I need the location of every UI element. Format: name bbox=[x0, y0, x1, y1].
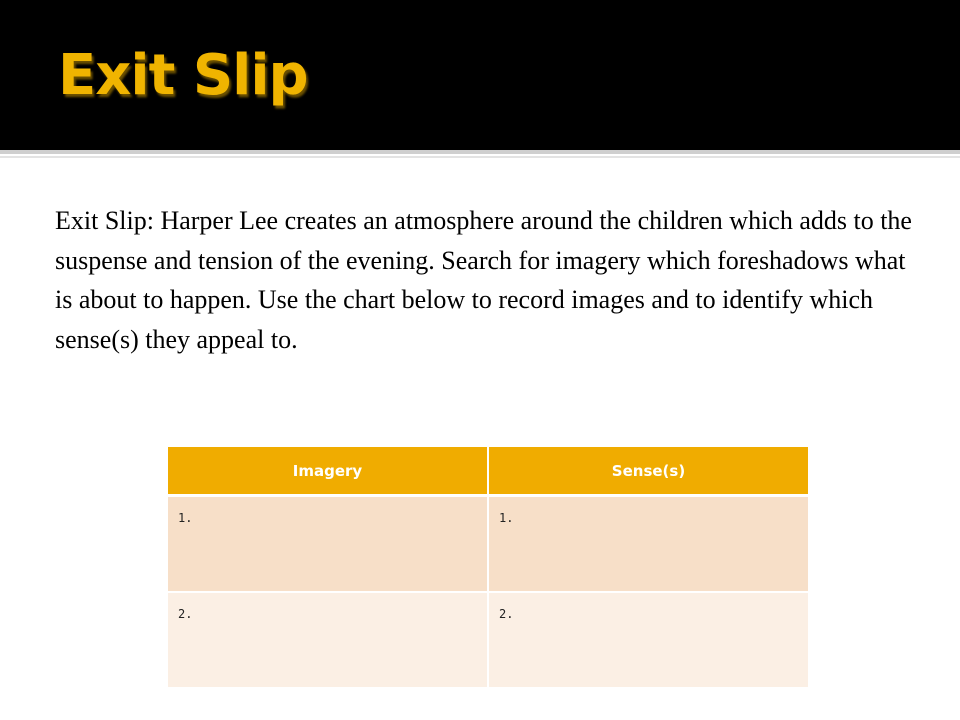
table-row bbox=[168, 592, 808, 688]
slide-title: Exit Slip bbox=[58, 43, 308, 108]
title-divider-thin bbox=[0, 156, 960, 158]
slide-body-text: Exit Slip: Harper Lee creates an atmosphere around the children which adds to the suspense and tension of the evening. Search for imagery which foreshadows what is about to happen. Use the chart below to record images and to identify which sense(s) they appeal to. bbox=[55, 206, 912, 354]
cell-senses-2[interactable]: 2. bbox=[488, 592, 808, 688]
title-divider bbox=[0, 150, 960, 154]
cell-imagery-2[interactable]: 2. bbox=[168, 592, 488, 688]
cell-senses-1[interactable]: 1. bbox=[488, 496, 808, 593]
cell-imagery-1[interactable]: 1. bbox=[168, 496, 488, 593]
table-row bbox=[168, 496, 808, 593]
header-imagery: Imagery bbox=[168, 447, 488, 496]
imagery-senses-table bbox=[168, 447, 808, 689]
header-senses: Sense(s) bbox=[488, 447, 808, 496]
table-header-row bbox=[168, 447, 808, 496]
